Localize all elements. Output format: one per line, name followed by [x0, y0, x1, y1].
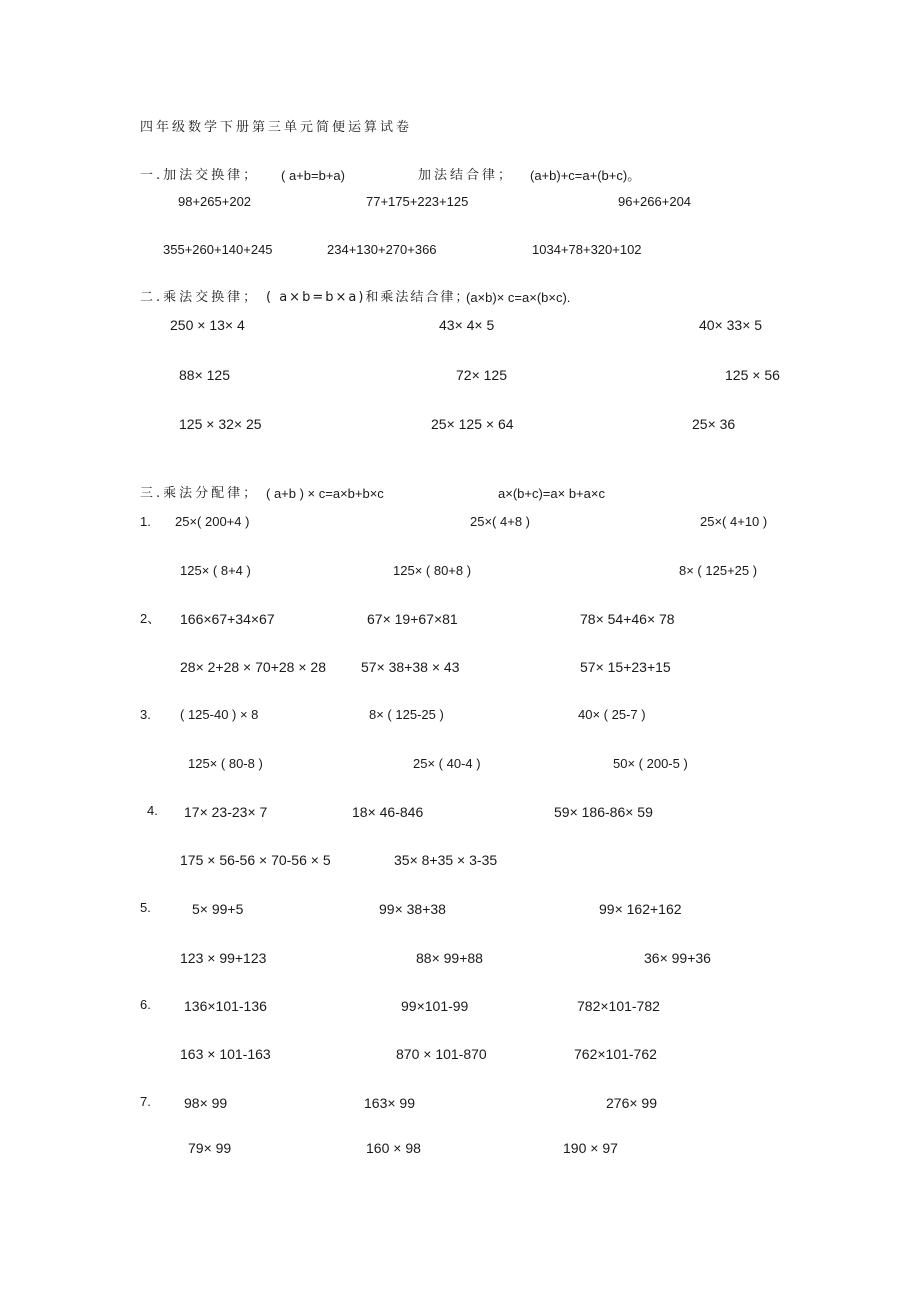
group7-number: 7.	[140, 1094, 151, 1109]
g1-r1-c3: 25×( 4+10 )	[700, 514, 768, 529]
g7-r1-c2: 163× 99	[364, 1095, 415, 1111]
section2-formula: ( a×b=b×a)和乘法结合律；	[266, 290, 471, 305]
s1-r2-c1: 355+260+140+245	[163, 242, 273, 257]
g3-r1-c2: 8× ( 125-25 )	[369, 707, 444, 722]
s2-r3-c1: 125 × 32× 25	[179, 416, 262, 432]
group2-number: 2、	[140, 611, 161, 626]
s1-r2-c2: 234+130+270+366	[327, 242, 437, 257]
g3-r1-c1: ( 125-40 ) × 8	[180, 707, 259, 722]
section2-formula2: (a×b)× c=a×(b×c).	[466, 290, 571, 305]
g5-r1-c3: 99× 162+162	[599, 901, 682, 917]
g3-r2-c1: 125× ( 80-8 )	[188, 756, 263, 771]
g2-r1-c1: 166×67+34×67	[180, 611, 275, 627]
s2-r1-c2: 43× 4× 5	[439, 317, 495, 333]
section3-formula2: a×(b+c)=a× b+a×c	[498, 486, 605, 501]
section1-formula1: ( a+b=b+a)	[281, 168, 345, 183]
g2-r1-c3: 78× 54+46× 78	[580, 611, 675, 627]
s2-r2-c3: 125 × 56	[725, 367, 780, 383]
g7-r1-c1: 98× 99	[184, 1095, 228, 1111]
g6-r2-c1: 163 × 101-163	[180, 1046, 271, 1062]
s2-r2-c2: 72× 125	[456, 367, 507, 383]
s2-r3-c2: 25× 125 × 64	[431, 416, 514, 432]
g4-r1-c1: 17× 23-23× 7	[184, 804, 268, 820]
g6-r2-c2: 870 × 101-870	[396, 1046, 487, 1062]
group4-number: 4.	[147, 803, 158, 818]
s1-r2-c3: 1034+78+320+102	[532, 242, 642, 257]
g5-r2-c1: 123 × 99+123	[180, 950, 267, 966]
g7-r2-c2: 160 × 98	[366, 1140, 421, 1156]
g2-r1-c2: 67× 19+67×81	[367, 611, 458, 627]
group3-number: 3.	[140, 707, 151, 722]
s1-r1-c1: 98+265+202	[178, 194, 252, 209]
g4-r2-c1: 175 × 56-56 × 70-56 × 5	[180, 852, 331, 868]
section3-formula1: ( a+b ) × c=a×b+b×c	[266, 486, 384, 501]
section2-heading: 二.乘法交换律；	[140, 290, 260, 305]
g5-r2-c2: 88× 99+88	[416, 950, 483, 966]
g7-r2-c1: 79× 99	[188, 1140, 232, 1156]
g2-r2-c2: 57× 38+38 × 43	[361, 659, 460, 675]
s2-r2-c1: 88× 125	[179, 367, 230, 383]
section1-heading2: 加法结合律；	[418, 168, 515, 183]
g1-r1-c1: 25×( 200+4 )	[175, 514, 250, 529]
g1-r2-c1: 125× ( 8+4 )	[180, 563, 251, 578]
page-title: 四年级数学下册第三单元简便运算试卷	[140, 119, 413, 134]
g2-r2-c3: 57× 15+23+15	[580, 659, 671, 675]
section1-formula2: (a+b)+c=a+(b+c)。	[530, 168, 641, 183]
section3-heading: 三.乘法分配律；	[140, 486, 260, 501]
g1-r2-c2: 125× ( 80+8 )	[393, 563, 472, 578]
g7-r2-c3: 190 × 97	[563, 1140, 618, 1156]
group1-number: 1.	[140, 514, 151, 529]
g2-r2-c1: 28× 2+28 × 70+28 × 28	[180, 659, 326, 675]
g4-r1-c2: 18× 46-846	[352, 804, 424, 820]
g4-r2-c2: 35× 8+35 × 3-35	[394, 852, 498, 868]
g5-r2-c3: 36× 99+36	[644, 950, 711, 966]
g1-r1-c2: 25×( 4+8 )	[470, 514, 530, 529]
group5-number: 5.	[140, 900, 151, 915]
s2-r3-c3: 25× 36	[692, 416, 736, 432]
g7-r1-c3: 276× 99	[606, 1095, 657, 1111]
g5-r1-c2: 99× 38+38	[379, 901, 446, 917]
g3-r2-c3: 50× ( 200-5 )	[613, 756, 688, 771]
s2-r1-c3: 40× 33× 5	[699, 317, 763, 333]
g3-r1-c3: 40× ( 25-7 )	[578, 707, 646, 722]
g6-r1-c3: 782×101-782	[577, 998, 660, 1014]
section1-heading: 一.加法交换律；	[140, 168, 260, 183]
g4-r1-c3: 59× 186-86× 59	[554, 804, 653, 820]
s2-r1-c1: 250 × 13× 4	[170, 317, 245, 333]
s1-r1-c2: 77+175+223+125	[366, 194, 469, 209]
g3-r2-c2: 25× ( 40-4 )	[413, 756, 481, 771]
g6-r2-c3: 762×101-762	[574, 1046, 657, 1062]
s1-r1-c3: 96+266+204	[618, 194, 692, 209]
g6-r1-c2: 99×101-99	[401, 998, 469, 1014]
g1-r2-c3: 8× ( 125+25 )	[679, 563, 758, 578]
g5-r1-c1: 5× 99+5	[192, 901, 244, 917]
g6-r1-c1: 136×101-136	[184, 998, 267, 1014]
group6-number: 6.	[140, 997, 151, 1012]
